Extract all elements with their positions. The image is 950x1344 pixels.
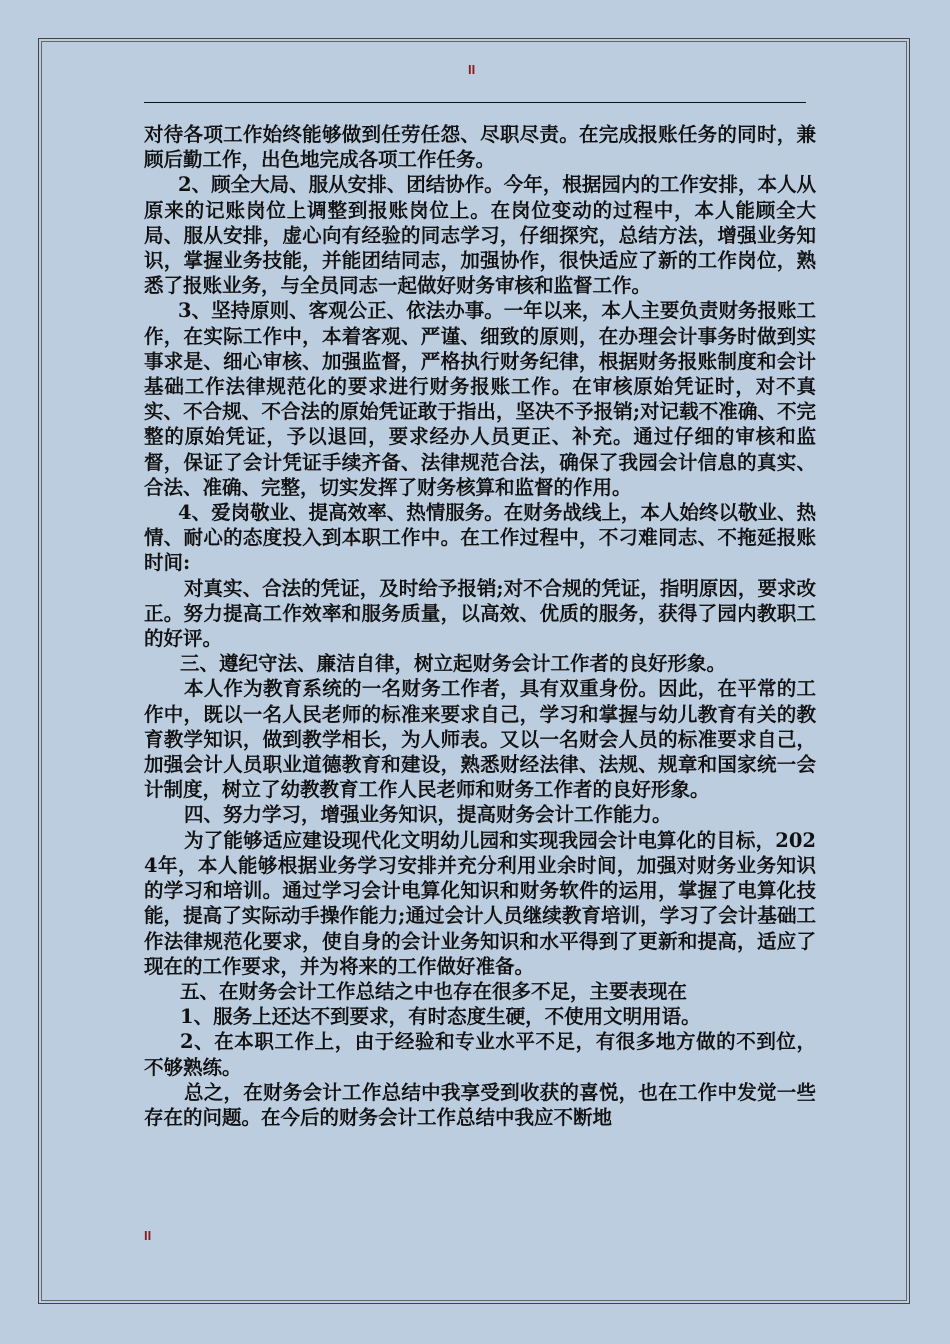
paragraph-7: 为了能够适应建设现代化文明幼儿园和实现我园会计电算化的目标，2024年，本人能够根据业务学习安排并充分利用业余时间，加强对财务业务知识的学习和培训。通过学习会计电算化知识和财务软件的运用，掌握了电算化技能，提高了实际动手操作能力;通过会计人员继续教育培训，学习了会计基础工作法律规范化要求，使自身的会计业务知识和水平得到了更新和提高，适应了现在的工作要求，并为将来的工作做好准备。 bbox=[144, 828, 816, 978]
header-rule bbox=[144, 102, 806, 103]
paragraph-6: 本人作为教育系统的一名财务工作者，具有双重身份。因此，在平常的工作中，既以一名人民老师的标准来要求自己，学习和掌握与幼儿教育有关的教育教学知识，做到教学相长，为人师表。又以一名财会人员的标准要求自己，加强会计人员职业道德教育和建设，熟悉财经法律、法规、规章和国家统一会计制度，树立了幼教教育工作人民老师和财务工作者的良好形象。 bbox=[144, 677, 816, 802]
paragraph-4: 4、爱岗敬业、提高效率、热情服务。在财务战线上，本人始终以敬业、热情、耐心的态度投入到本职工作中。在工作过程中，不刁难同志、不拖延报账时间: bbox=[144, 501, 816, 575]
footer-mark: II bbox=[144, 1228, 152, 1243]
section-heading-4: 四、努力学习，增强业务知识，提高财务会计工作能力。 bbox=[184, 803, 672, 827]
section-heading-5: 五、在财务会计工作总结之中也存在很多不足，主要表现在 bbox=[180, 979, 688, 1003]
section-heading-3: 三、遵纪守法、廉洁自律，树立起财务会计工作者的良好形象。 bbox=[180, 652, 727, 676]
document-body bbox=[144, 122, 816, 1130]
paragraph-2: 2、顾全大局、服从安排、团结协作。今年，根据园内的工作安排，本人从原来的记账岗位上调整到报账岗位上。在岗位变动的过程中，本人能顾全大局、服从安排，虚心向有经验的同志学习，仔细探究，总结方法，增强业务知识，掌握业务技能，并能团结同志，加强协作，很快适应了新的工作岗位，熟悉了报账业务，与全员同志一起做好财务审核和监督工作。 bbox=[144, 173, 816, 298]
paragraph-1: 对待各项工作始终能够做到任劳任怨、尽职尽责。在完成报账任务的同时，兼顾后勤工作，出色地完成各项工作任务。 bbox=[144, 123, 816, 172]
list-item-1: 1、服务上还达不到要求，有时态度生硬，不使用文明用语。 bbox=[180, 1005, 701, 1029]
paragraph-3: 3、坚持原则、客观公正、依法办事。一年以来，本人主要负责财务报账工作，在实际工作中，本着客观、严谨、细致的原则，在办理会计事务时做到实事求是、细心审核、加强监督，严格执行财务纪律，根据财务报账制度和会计基础工作法律规范化的要求进行财务报账工作。在审核原始凭证时，对不真实、不合规、不合法的原始凭证敢于指出，坚决不予报销;对记载不准确、不完整的原始凭证，予以退回，要求经办人员更正、补充。通过仔细的审核和监督，保证了会计凭证手续齐备、法律规范合法，确保了我园会计信息的真实、合法、准确、完整，切实发挥了财务核算和监督的作用。 bbox=[144, 299, 816, 499]
paragraph-5: 对真实、合法的凭证，及时给予报销;对不合规的凭证，指明原因，要求改正。努力提高工作效率和服务质量，以高效、优质的服务，获得了园内教职工的好评。 bbox=[144, 576, 816, 651]
list-item-2: 2、在本职工作上，由于经验和专业水平不足，有很多地方做的不到位，不够熟练。 bbox=[144, 1030, 816, 1079]
header-mark: II bbox=[468, 62, 476, 77]
paragraph-conclusion: 总之，在财务会计工作总结中我享受到收获的喜悦，也在工作中发觉一些存在的问题。在今后的财务会计工作总结中我应不断地 bbox=[144, 1080, 816, 1129]
